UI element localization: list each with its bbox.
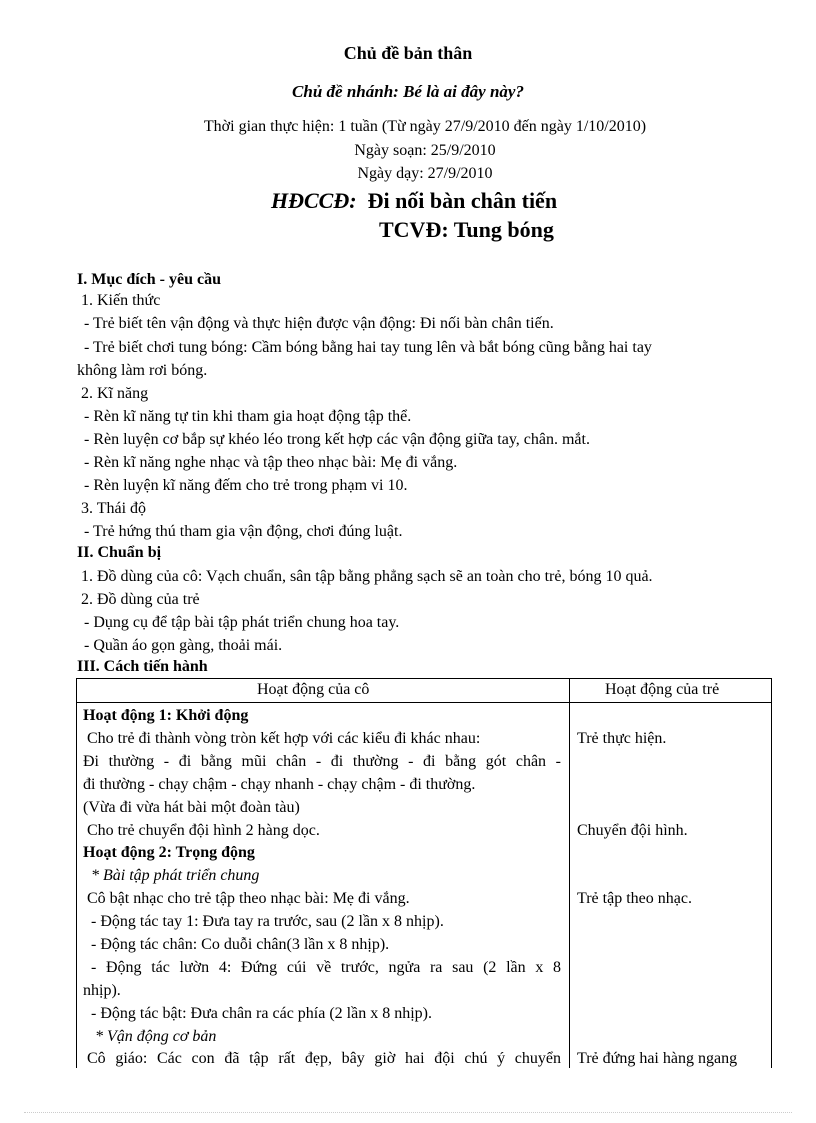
activity-heading bbox=[271, 188, 557, 214]
subtopic-title: Chủ đề nhánh: Bé là ai đây này? bbox=[292, 82, 524, 101]
attitude-item-1: - Trẻ hứng thú tham gia vận động, chơi đúng luật. bbox=[84, 523, 403, 540]
skill-item-1: - Rèn kĩ năng tự tin khi tham gia hoạt động tập thể. bbox=[84, 408, 412, 425]
knowledge-item-1: - Trẻ biết tên vận động và thực hiện được vận động: Đi nối bàn chân tiến. bbox=[84, 315, 554, 332]
child-response-1: Trẻ thực hiện. bbox=[577, 730, 667, 747]
activity1-line-1: Cho trẻ đi thành vòng tròn kết hợp với các kiểu đi khác nhau: bbox=[87, 730, 481, 747]
activity2-line-5: - Động tác bật: Đưa chân ra các phía (2 lần x 8 nhịp). bbox=[91, 1005, 432, 1022]
activity-label: HĐCCĐ: bbox=[271, 188, 357, 213]
teacher-items: 1. Đồ dùng của cô: Vạch chuẩn, sân tập bằng phẳng sạch sẽ an toàn cho trẻ, bóng 10 quả. bbox=[81, 568, 653, 585]
knowledge-item-2-cont: không làm rơi bóng. bbox=[77, 362, 208, 379]
activity2-line-4: - Động tác lườn 4: Đứng cúi về trước, ngửa ra sau (2 lần x 8 bbox=[91, 959, 561, 976]
skill-item-3: - Rèn kĩ năng nghe nhạc và tập theo nhạc bài: Mẹ đi vắng. bbox=[84, 454, 458, 471]
skill-item-4: - Rèn luyện kĩ năng đếm cho trẻ trong phạm vi 10. bbox=[84, 477, 408, 494]
knowledge-heading: 1. Kiến thức bbox=[81, 292, 161, 309]
child-response-3: Trẻ tập theo nhạc. bbox=[577, 890, 692, 907]
prepared-date: Ngày soạn: 25/9/2010 bbox=[354, 142, 496, 159]
column-divider bbox=[569, 679, 570, 1068]
activity-title: Đi nối bàn chân tiến bbox=[367, 188, 558, 213]
activity2-line-3: - Động tác chân: Co duỗi chân(3 lần x 8 nhịp). bbox=[91, 936, 390, 953]
table-header-row bbox=[77, 679, 771, 703]
col-header-child: Hoạt động của trẻ bbox=[605, 681, 720, 698]
activity1-line-3: đi thường - chạy chậm - chạy nhanh - chạy chậm - đi thường. bbox=[83, 776, 476, 793]
teach-date: Ngày dạy: 27/9/2010 bbox=[357, 165, 493, 182]
child-item-2: - Quần áo gọn gàng, thoải mái. bbox=[84, 637, 283, 654]
activity2-line-1: Cô bật nhạc cho trẻ tập theo nhạc bài: Mẹ đi vắng. bbox=[87, 890, 410, 907]
child-response-2: Chuyển đội hình. bbox=[577, 822, 688, 839]
activity2-line-4-cont: nhịp). bbox=[83, 982, 121, 999]
activity2-subheading-1: * Bài tập phát triển chung bbox=[91, 867, 260, 884]
page-bottom-divider bbox=[24, 1112, 792, 1113]
child-item-1: - Dụng cụ để tập bài tập phát triển chung hoa tay. bbox=[84, 614, 400, 631]
section2-heading: II. Chuẩn bị bbox=[77, 544, 162, 561]
child-items-heading: 2. Đồ dùng của trẻ bbox=[81, 591, 200, 608]
attitude-heading: 3. Thái độ bbox=[81, 500, 147, 517]
col-header-teacher: Hoạt động của cô bbox=[257, 681, 370, 698]
activity1-line-4: (Vừa đi vừa hát bài một đoàn tàu) bbox=[83, 799, 300, 816]
activity1-line-2: Đi thường - đi bằng mũi chân - đi thường - đi bằng gót chân - bbox=[83, 753, 561, 770]
duration-line: Thời gian thực hiện: 1 tuần (Từ ngày 27/9/2010 đến ngày 1/10/2010) bbox=[203, 118, 647, 135]
knowledge-item-2: - Trẻ biết chơi tung bóng: Cầm bóng bằng hai tay tung lên và bắt bóng cũng bằng hai tay bbox=[84, 339, 652, 356]
activity2-title: Hoạt động 2: Trọng động bbox=[83, 844, 255, 861]
activity1-line-5: Cho trẻ chuyển đội hình 2 hàng dọc. bbox=[87, 822, 320, 839]
activity2-line-6: Cô giáo: Các con đã tập rất đẹp, bây giờ hai đội chú ý chuyển bbox=[87, 1050, 561, 1067]
skill-item-2: - Rèn luyện cơ bắp sự khéo léo trong kết hợp các vận động giữa tay, chân. mắt. bbox=[84, 431, 590, 448]
activity1-title: Hoạt động 1: Khởi động bbox=[83, 707, 249, 724]
topic-title: Chủ đề bản thân bbox=[343, 43, 473, 63]
activity2-line-2: - Động tác tay 1: Đưa tay ra trước, sau (2 lần x 8 nhịp). bbox=[91, 913, 444, 930]
game-heading: TCVĐ: Tung bóng bbox=[379, 217, 554, 242]
section3-heading: III. Cách tiến hành bbox=[77, 658, 208, 675]
skills-heading: 2. Kĩ năng bbox=[81, 385, 149, 402]
procedure-table bbox=[76, 678, 772, 1068]
activity2-subheading-2: * Vận động cơ bản bbox=[95, 1028, 217, 1045]
child-response-4: Trẻ đứng hai hàng ngang bbox=[577, 1050, 738, 1067]
section1-heading: I. Mục đích - yêu cầu bbox=[77, 271, 221, 288]
